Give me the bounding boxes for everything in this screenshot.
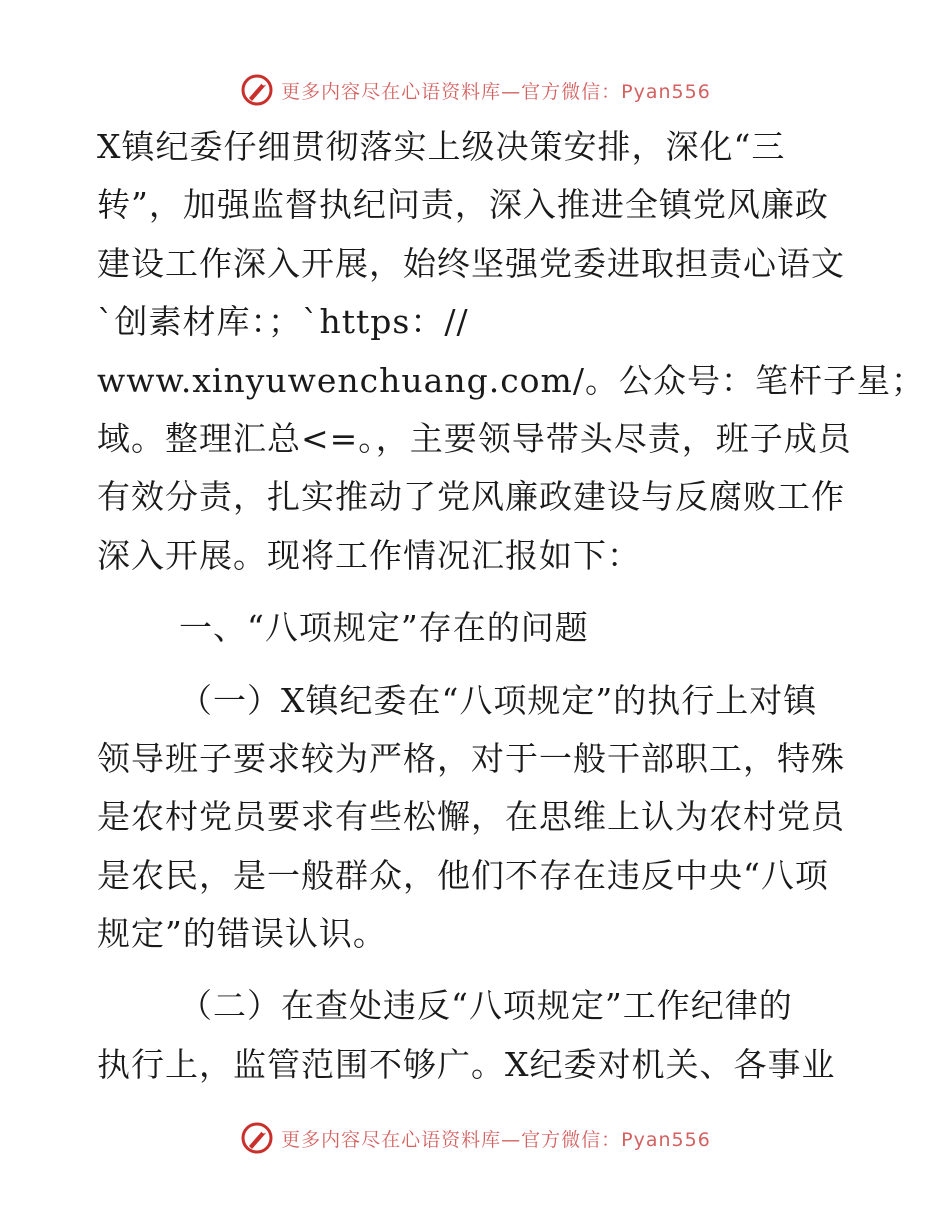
watermark-banner-top xyxy=(0,70,950,110)
text-line: X镇纪委仔细贯彻落实上级决策安排，深化“三 xyxy=(97,127,786,166)
text-line: 是农村党员要求有些松懈，在思维上认为农村党员 xyxy=(97,797,845,837)
intro-paragraph xyxy=(97,118,925,585)
text-line: `创素材库：；`https：// xyxy=(97,302,469,342)
text-line: www.xinyuwenchuang.com/。公众号：笔杆子星； xyxy=(97,360,925,400)
text-line: 转”，加强监督执纪问责，深入推进全镇党风廉政 xyxy=(97,185,829,225)
watermark-banner-bottom xyxy=(0,1118,950,1158)
text-line: 深入开展。现将工作情况汇报如下： xyxy=(97,535,641,575)
text-line: （二）在查处违反“八项规定”工作纪律的 xyxy=(179,986,793,1026)
text-line: 领导班子要求较为严格，对于一般干部职工，特殊 xyxy=(97,738,845,778)
text-line: 域。整理汇总<=。，主要领导带头尽责，班子成员 xyxy=(97,418,852,458)
item-two-paragraph xyxy=(97,977,857,1094)
document-body xyxy=(97,118,925,1094)
text-line: （一）X镇纪委在“八项规定”的执行上对镇 xyxy=(179,680,818,720)
text-line: 建设工作深入开展，始终坚强党委进取担责心语文 xyxy=(97,243,845,283)
watermark-text: 更多内容尽在心语资料库—官方微信：Pyan556 xyxy=(281,1128,711,1151)
item-one-paragraph xyxy=(97,672,857,964)
watermark-text: 更多内容尽在心语资料库—官方微信：Pyan556 xyxy=(281,80,711,103)
text-line: 是农民，是一般群众，他们不存在违反中央“八项 xyxy=(97,855,829,895)
pen-brush-logo-icon xyxy=(239,72,275,108)
pen-brush-logo-icon xyxy=(239,1120,275,1156)
section-heading: 一、“八项规定”存在的问题 xyxy=(179,608,589,648)
text-line: 规定”的错误认识。 xyxy=(97,914,387,954)
text-line: 有效分责，扎实推动了党风廉政建设与反腐败工作 xyxy=(97,477,845,517)
text-line: 执行上，监管范围不够广。X纪委对机关、各事业 xyxy=(97,1044,836,1084)
